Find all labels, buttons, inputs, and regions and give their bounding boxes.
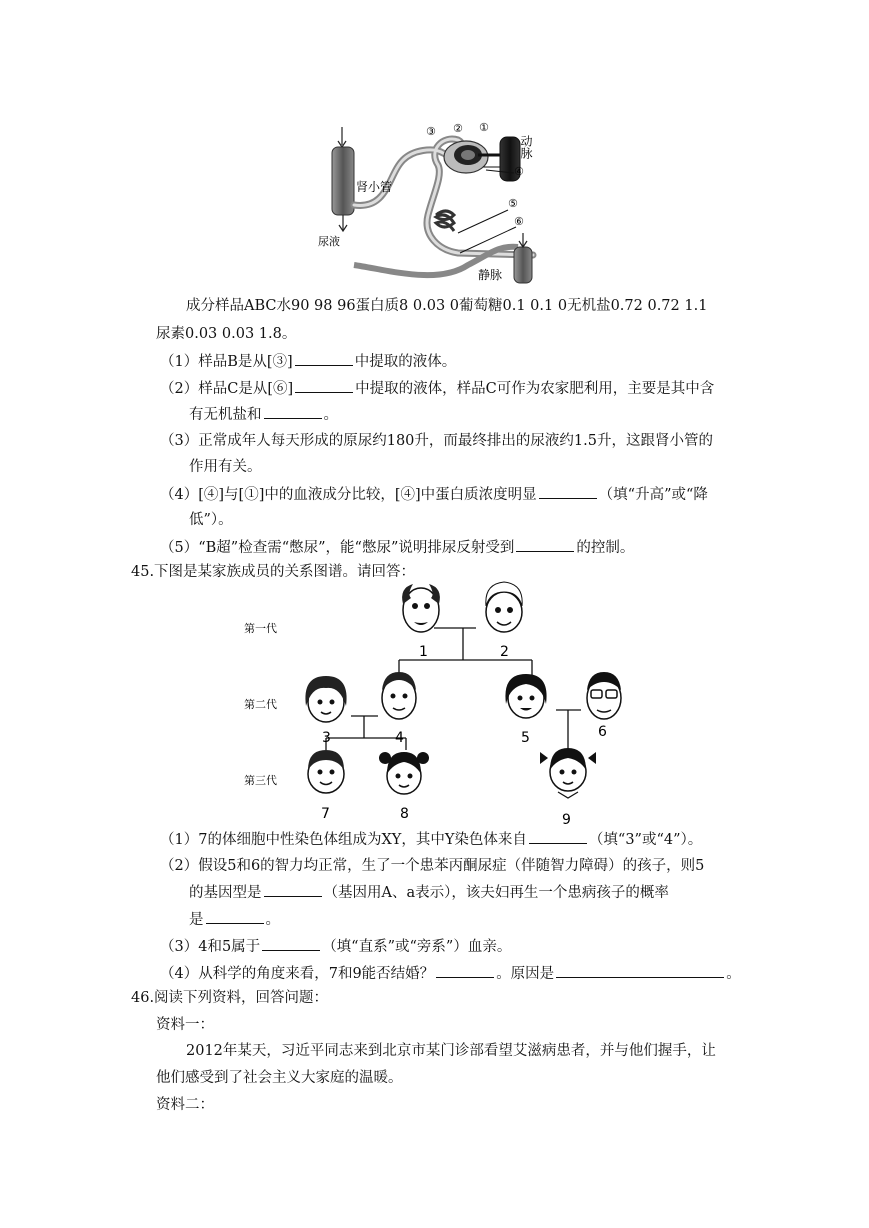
- q46-title: 46.阅读下列资料，回答问题：: [131, 990, 329, 1006]
- gen-label-2: 第二代: [244, 698, 277, 711]
- label-c5: ⑤: [508, 197, 518, 210]
- member-7: 7: [321, 806, 330, 822]
- answer-blank[interactable]: [556, 963, 724, 978]
- person-7-boy-icon: [308, 750, 344, 793]
- gen-label-3: 第三代: [244, 774, 277, 787]
- collecting-duct: [332, 127, 354, 231]
- answer-blank[interactable]: [206, 909, 264, 924]
- q44-sub2: （2）样品C是从[⑥] 中提取的液体，样品C可作为农家肥利用，主要是其中含: [160, 378, 714, 399]
- answer-blank[interactable]: [529, 829, 587, 844]
- gen-label-1: 第一代: [244, 622, 277, 635]
- member-1: 1: [419, 644, 428, 660]
- q44-sub4: （4）[④]与[①]中的血液成分比较，[④]中蛋白质浓度明显 （填“升高”或“降: [160, 484, 708, 505]
- member-9: 9: [562, 812, 571, 828]
- person-1-grandfather-icon: [402, 584, 440, 632]
- family-tree-diagram: [236, 580, 656, 830]
- q44-table-line1: 成分样品ABC水90 98 96蛋白质8 0.03 0葡萄糖0.1 0.1 0无机盐0.72 0.72 1.1: [186, 298, 708, 314]
- label-vein: 静脉: [478, 268, 503, 282]
- label-c1: ①: [479, 121, 489, 134]
- q45-sub3: （3）4和5属于 （填“直系”或“旁系”）血亲。: [160, 936, 511, 957]
- person-2-grandmother-icon: [486, 582, 522, 632]
- answer-blank[interactable]: [436, 963, 494, 978]
- q45-title: 45.下图是某家族成员的关系图谱。请回答：: [131, 564, 416, 580]
- q45-sub4: （4）从科学的角度来看，7和9能否结婚？ 。原因是 。: [160, 963, 741, 984]
- q45-sub2-cont: 的基因型是 （基因用A、a表示），该夫妇再生一个患病孩子的概率: [189, 882, 669, 903]
- q46-material2-label: 资料二：: [156, 1097, 214, 1113]
- member-3: 3: [322, 730, 331, 746]
- nephron-diagram: [318, 115, 558, 293]
- answer-blank[interactable]: [295, 378, 353, 393]
- member-4: 4: [395, 730, 404, 746]
- q44-sub3-cont: 作用有关。: [189, 459, 262, 475]
- label-c4: ④: [514, 165, 524, 178]
- label-c2: ②: [453, 122, 463, 135]
- q46-material1-line2: 他们感受到了社会主义大家庭的温暖。: [156, 1070, 403, 1086]
- person-3-mother-icon: [305, 676, 346, 722]
- member-2: 2: [500, 644, 509, 660]
- q44-sub2-cont: 有无机盐和 。: [189, 404, 338, 425]
- glomerulus: [444, 141, 488, 173]
- q44-table-line2: 尿素0.03 0.03 1.8。: [156, 326, 297, 342]
- label-c3: ③: [426, 125, 436, 138]
- member-6: 6: [598, 724, 607, 740]
- q44-sub1: （1）样品B是从[③] 中提取的液体。: [160, 351, 456, 372]
- person-6-father-icon: [587, 672, 621, 719]
- person-4-father-icon: [382, 672, 416, 719]
- label-artery: 动脉: [519, 135, 533, 159]
- q45-sub2: （2）假设5和6的智力均正常，生了一个患苯丙酮尿症（伴随智力障碍）的孩子，则5: [160, 858, 705, 874]
- q45-sub1: （1）7的体细胞中性染色体组成为XY，其中Y染色体来自 （填“3”或“4”）。: [160, 829, 702, 850]
- person-8-girl-icon: [379, 752, 429, 794]
- label-urine: 尿液: [318, 235, 340, 248]
- label-tubule: 肾小管: [356, 180, 393, 194]
- answer-blank[interactable]: [264, 404, 322, 419]
- q46-material1-line1: 2012年某天，习近平同志来到北京市某门诊部看望艾滋病患者，并与他们握手，让: [186, 1043, 716, 1059]
- answer-blank[interactable]: [262, 936, 320, 951]
- member-5: 5: [521, 730, 530, 746]
- q46-material1-label: 资料一：: [156, 1017, 214, 1033]
- q44-sub5: （5）“B超”检查需“憋尿”，能“憋尿”说明排尿反射受到 的控制。: [160, 537, 634, 558]
- answer-blank[interactable]: [264, 882, 322, 897]
- answer-blank[interactable]: [295, 351, 353, 366]
- q44-sub4-cont: 低”）。: [189, 512, 233, 528]
- answer-blank[interactable]: [539, 484, 597, 499]
- member-8: 8: [400, 806, 409, 822]
- label-c6: ⑥: [514, 215, 524, 228]
- person-5-mother-icon: [505, 674, 546, 718]
- q44-sub3: （3）正常成年人每天形成的原尿约180升，而最终排出的尿液约1.5升，这跟肾小管的: [160, 433, 713, 449]
- q45-sub2-cont2: 是 。: [189, 909, 280, 930]
- answer-blank[interactable]: [516, 537, 574, 552]
- person-9-girl-icon: [540, 748, 596, 798]
- vein: [514, 233, 532, 283]
